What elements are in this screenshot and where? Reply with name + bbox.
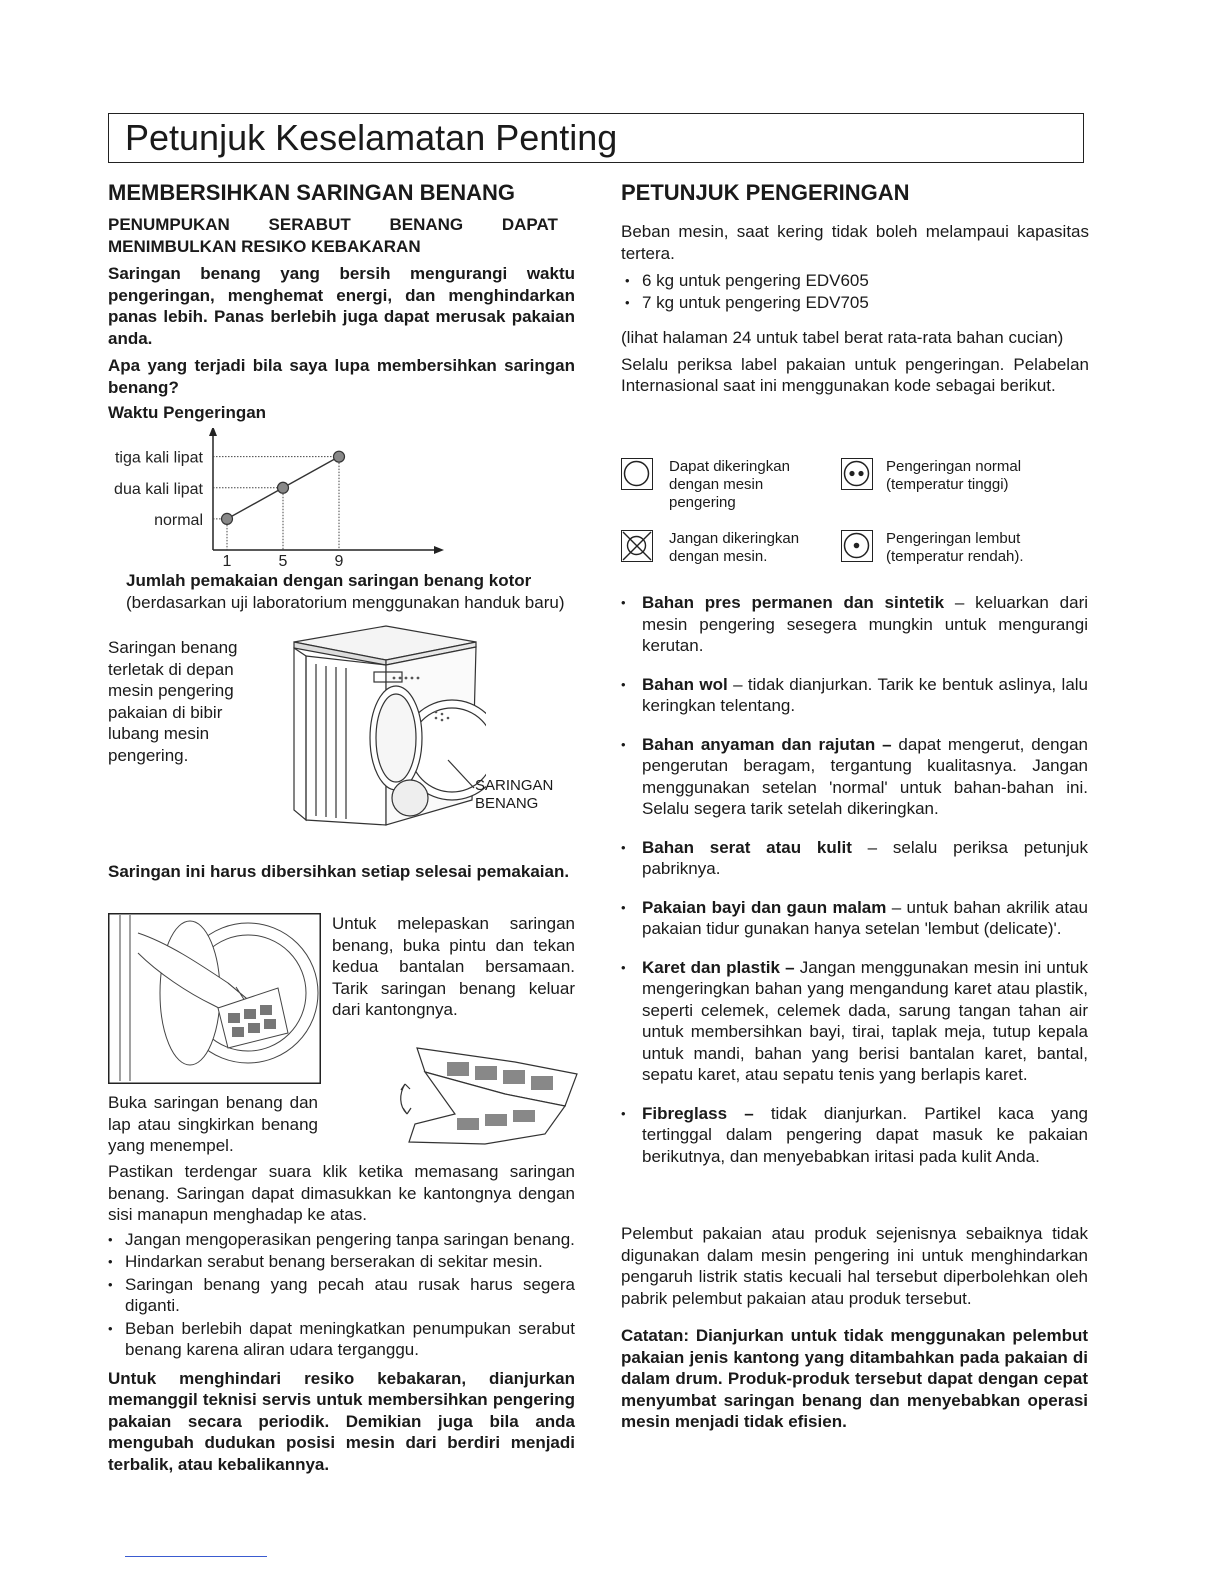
section-heading-lint-filter: MEMBERSIHKAN SARINGAN BENANG (108, 180, 516, 205)
fabric-advice: dapat mengerut, dengan pengerutan beragam, tergantung kualitasnya. Jangan menggunakan setelan 'normal' untuk bahan-bahan ini. Selalu segera tarik setelah dikeringkan. (642, 734, 1089, 818)
symbol-text: dengan mesin. (669, 548, 768, 565)
fabric-advice: Jangan menggunakan mesin ini untuk mengeringkan bahan yang mengandung karet atau plastik, seperti celemek, celemek dada, sarung tangan tahan air untuk membersihkan bayi, tirai, taplak meja, tutup kepala untuk mandi, bahan yang berisi bantalan karet, bantal, sepatu karet, atau sepatu tenis yang berlapis karet. (642, 957, 1088, 1084)
tumble-dry-normal-icon (841, 458, 873, 490)
filter-location-wrap (108, 637, 258, 766)
care-symbols (621, 456, 1091, 576)
clean-every-use-wrap (108, 861, 575, 883)
dryer-illustration (286, 620, 486, 850)
symbol-label-normal (886, 458, 1021, 494)
fabric-name: Bahan pres permanen dan sintetik (642, 593, 945, 612)
note-text: Catatan: Dianjurkan untuk tidak menggunakan pelembut pakaian jenis kantong yang ditambahkan pada pakaian di dalam drum. Produk-produk tersebut dapat dengan cepat menyumbat saringan benang dan menyebabkan operasi mesin menjadi tidak efisien. (621, 1326, 1088, 1431)
fabric-name: Bahan anyaman dan rajutan – (642, 734, 892, 754)
symbol-text: Jangan dikeringkan (669, 530, 800, 547)
symbol-text: pengering (669, 494, 736, 511)
fabric-name: Bahan wol (642, 674, 728, 694)
symbol-label-tumble-dry (669, 458, 790, 512)
symbol-label-low (886, 530, 1024, 566)
remove-instruction-wrap (332, 913, 575, 1021)
page-title: Petunjuk Keselamatan Penting (125, 117, 618, 158)
table-ref-text: (lihat halaman 24 untuk tabel berat rata-rata bahan cucian) (621, 328, 1064, 347)
symbol-text: Pengeringan lembut (886, 530, 1021, 547)
capacity-list (621, 270, 1089, 313)
symbol-label-do-not-dry (669, 530, 799, 566)
load-intro-text: Beban mesin, saat kering tidak boleh melampaui kapasitas tertera. (621, 222, 1089, 263)
question-paragraph: Apa yang terjadi bila saya lupa membersihkan saringan benang? (108, 356, 575, 397)
x-axis-arrow (434, 546, 444, 554)
right-column (621, 178, 1089, 397)
filter-bullets (108, 1229, 575, 1361)
symbol-text: Dapat dikeringkan (669, 458, 790, 475)
filter-callout-line-2: BENANG (475, 795, 539, 812)
open-instruction-wrap (108, 1092, 318, 1157)
data-point (222, 513, 233, 524)
data-point (334, 451, 345, 462)
clean-every-use-text: Saringan ini harus dibersihkan setiap selesai pemakaian. (108, 862, 570, 881)
symbol-text: (temperatur tinggi) (886, 476, 1009, 493)
fabric-advice: – keluarkan dari mesin pengering sesegera mungkin untuk mengurangi kerutan. (642, 593, 1089, 655)
section-heading-drying: PETUNJUK PENGERINGAN (621, 180, 910, 205)
symbol-text: (temperatur rendah). (886, 548, 1024, 565)
y-axis-arrow (209, 428, 217, 436)
fabric-item (621, 837, 1088, 880)
x-tick-label: 1 (222, 553, 232, 570)
symbol-text: Pengeringan normal (886, 458, 1022, 475)
symbol-text: dengan mesin (669, 476, 764, 493)
chart-caption-note: (berdasarkan uji laboratorium menggunakan handuk baru) (126, 593, 565, 612)
remove-instruction-text: Untuk melepaskan saringan benang, buka pintu dan tekan kedua bantalan bersamaan. Tarik saringan benang keluar dari kantongnya. (332, 914, 575, 1019)
open-instruction-text: Buka saringan benang dan lap atau singkirkan benang yang menempel. (108, 1093, 318, 1155)
fabric-name: Karet dan plastik – (642, 957, 795, 977)
tumble-dry-low-icon (841, 530, 873, 562)
chart-title: Waktu Pengeringan (108, 403, 267, 422)
title-box (108, 113, 1084, 163)
fabric-item (621, 957, 1088, 1086)
left-column (108, 178, 575, 424)
y-tick-label: tiga kali lipat (114, 449, 203, 467)
click-instruction-text: Pastikan terdengar suara klik ketika memasang saringan benang. Saringan dapat dimasukkan ke kantongnya dengan sisi manapun menghadap ke atas. (108, 1162, 575, 1224)
warning-line-1-text: PENUMPUKAN SERABUT BENANG DAPAT (108, 215, 558, 234)
fabric-list (621, 592, 1088, 1167)
fabric-item (621, 897, 1088, 940)
fabric-advice: – tidak dianjurkan. Tarik ke bentuk aslinya, lalu keringkan telentang. (642, 674, 1089, 715)
filter-bullet: • Hindarkan serabut benang berserakan di sekitar mesin. (108, 1251, 575, 1273)
fire-risk-warning (108, 214, 575, 257)
chart-caption-note-wrap (126, 592, 575, 614)
softener-text: Pelembut pakaian atau produk sejenisnya sebaiknya tidak digunakan dalam mesin pengering ini untuk menghindarkan pengaruh listrik statis kecuali hal tersebut diperbolehkan oleh pabrik pelembut pakaian atau produk tersebut. (621, 1224, 1088, 1308)
fabric-item (621, 592, 1088, 657)
fabric-advice: – untuk bahan akrilik atau pakaian tidur gunakan hanya setelan 'lembut (delicate)'. (642, 897, 1088, 938)
chart-caption (126, 570, 575, 592)
filter-bullet: • Beban berlebih dapat meningkatkan penumpukan serabut benang karena aliran udara terganggu. (108, 1318, 575, 1361)
fabric-name: Fibreglass – (642, 1103, 754, 1123)
fabric-item (621, 734, 1088, 820)
filter-removal-illustration (108, 913, 321, 1084)
y-tick-label: dua kali lipat (114, 480, 203, 498)
open-filter-illustration (395, 1044, 580, 1146)
do-not-tumble-dry-icon (621, 530, 653, 562)
warning-line-1 (108, 214, 575, 236)
chart-plot-area (114, 428, 444, 570)
lower-left-block (108, 1161, 575, 1475)
fabric-advice: tidak dianjurkan. Partikel kaca yang tertinggal dalam pengering dapat masuk ke pakaian berikutnya, dan menyebabkan iritasi pada kulit Anda. (642, 1103, 1088, 1166)
warning-line-2: MENIMBULKAN RESIKO KEBAKARAN (108, 236, 421, 256)
filter-location-text: Saringan benang terletak di depan mesin pengering pakaian di bibir lubang mesin pengering. (108, 638, 238, 765)
fire-note-text: Untuk menghindari resiko kebakaran, dianjurkan memanggil teknisi servis untuk membersihkan pengering pakaian secara periodik. Demikian juga bila anda mengubah dudukan posisi mesin dari berdiri menjadi terbalik, atau kebalikannya. (108, 1368, 575, 1474)
filter-bullet: • Jangan mengoperasikan pengering tanpa saringan benang. (108, 1229, 575, 1251)
softener-block (621, 1223, 1088, 1433)
label-check-text: Selalu periksa label pakaian untuk pengeringan. Pelabelan Internasional saat ini menggunakan kode sebagai berikut. (621, 354, 1089, 395)
x-tick-label: 5 (278, 553, 288, 570)
capacity-item: • 6 kg untuk pengering EDV605 (625, 270, 1089, 292)
footer-rule (125, 1556, 267, 1557)
fabric-name: Pakaian bayi dan gaun malam (642, 897, 887, 917)
tumble-dry-icon (621, 458, 653, 490)
y-tick-label: normal (154, 511, 203, 529)
fabric-advice: – selalu periksa petunjuk pabriknya. (642, 837, 1088, 878)
fabric-name: Bahan serat atau kulit (642, 837, 852, 857)
capacity-item: • 7 kg untuk pengering EDV705 (625, 292, 1089, 314)
filter-callout-line-1: SARINGAN (475, 777, 554, 794)
filter-callout (475, 777, 553, 813)
fabric-item (621, 674, 1088, 717)
fabric-guidance (621, 592, 1088, 1184)
intro-paragraph: Saringan benang yang bersih mengurangi waktu pengeringan, menghemat energi, dan menghindarkan panas lebih. Panas berlebih juga dapat merusak pakaian anda. (108, 264, 575, 348)
x-tick-label: 9 (334, 553, 344, 570)
filter-bullet: • Saringan benang yang pecah atau rusak harus segera diganti. (108, 1274, 575, 1317)
chart-caption-bold: Jumlah pemakaian dengan saringan benang kotor (126, 571, 532, 590)
data-point (278, 482, 289, 493)
drying-time-chart (96, 428, 446, 578)
fabric-item (621, 1103, 1088, 1168)
